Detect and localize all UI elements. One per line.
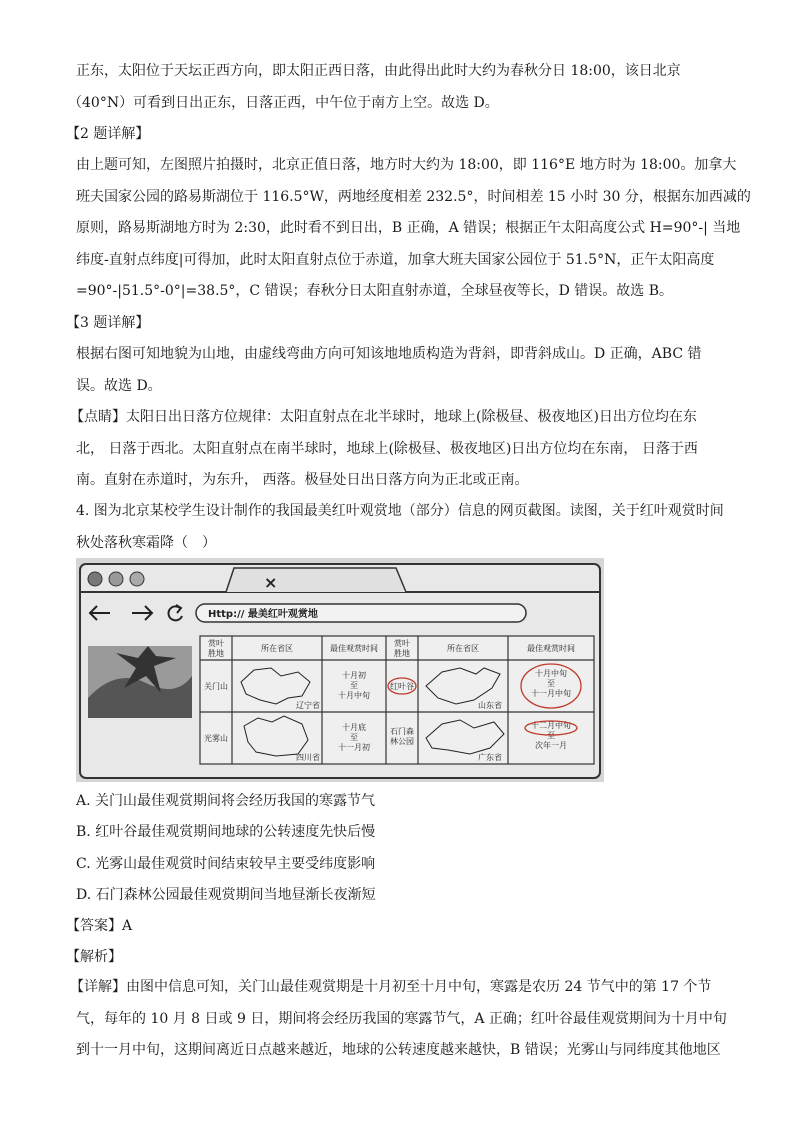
text-line: 到十一月中旬，这期间离近日点越来越近，地球的公转速度越来越快，B 错误；光雾山与同纬度其他地区 [76, 1042, 721, 1058]
text-line: 北， 日落于西北。太阳直射点在南半球时，地球上(除极昼、极夜地区)日出方位均在东南， 日落于西 [76, 440, 698, 457]
window-dot-icon [88, 572, 102, 586]
table-cell: 十一月初 [338, 743, 370, 752]
close-icon: × [264, 573, 278, 592]
paragraph-tip [70, 402, 724, 497]
table-cell: 红叶谷 [390, 682, 414, 691]
header-cell: 最佳观赏时间 [527, 644, 575, 653]
window-dot-icon [130, 572, 144, 586]
header-cell: 赏叶 [394, 639, 410, 648]
text-line: 原则，路易斯湖地方时为 2:30，此时看不到日出，B 正确，A 错误；根据正午太阳高度公式 H=90°-| 当地 [76, 220, 741, 236]
option-c: C. 光雾山最佳观赏时间结束较早主要受纬度影响 [76, 856, 376, 872]
analysis-label: 【解析】 [66, 949, 122, 965]
table-cell: 次年一月 [535, 741, 567, 750]
table-cell: 十月中旬 [535, 669, 567, 678]
option-d: D. 石门森林公园最佳观赏期间当地昼渐长夜渐短 [76, 887, 376, 903]
table-cell: 关门山 [204, 682, 228, 691]
paragraph-2 [76, 150, 751, 308]
question-4 [76, 496, 724, 559]
table-cell: 辽宁省 [296, 701, 320, 710]
table-cell: 十一月中旬 [531, 689, 571, 698]
table-cell: 至 [350, 681, 358, 690]
table-cell: 四川省 [296, 753, 320, 762]
table-cell: 石门森 [390, 727, 414, 736]
table-cell: 至 [547, 679, 555, 688]
table-cell: 至 [547, 731, 555, 740]
heading-text: 【2 题详解】 [66, 126, 150, 142]
header-cell: 最佳观赏时间 [330, 644, 378, 653]
table-cell: 十月中旬 [338, 691, 370, 700]
text-line: 纬度-直射点纬度|可得加，此时太阳直射点位于赤道，加拿大班夫国家公园位于 51.5°N，正午太阳高度 [76, 251, 715, 268]
text-line: 正东，太阳位于天坛正西方向，即太阳正西日落，由此得出此时大约为春秋分日 18:00，该日北京 [76, 63, 681, 79]
detail-paragraph [70, 972, 727, 1067]
text-line: 南。直射在赤道时，为东升， 西落。极昼处日出日落方向为正北或正南。 [76, 472, 529, 488]
text-line: =90°-|51.5°-0°|=38.5°，C 错误；春秋分日太阳直射赤道，全球昼夜等长，D 错误。故选 B。 [76, 283, 673, 299]
answer-label: 【答案】A [66, 918, 133, 934]
text-line: 根据右图可知地貌为山地，由虚线弯曲方向可知该地地质构造为背斜，即背斜成山。D 正确，ABC 错 [76, 346, 702, 362]
text-line: 误。故选 D。 [76, 377, 162, 394]
heading-q2 [66, 119, 714, 151]
table-cell: 十月初 [342, 671, 366, 680]
heading-text: 【3 题详解】 [66, 315, 150, 331]
table-cell: 十二月中旬 [531, 721, 571, 730]
header-cell: 赏叶 [208, 639, 224, 648]
table-cell: 林公园 [390, 737, 414, 746]
table-cell: 光雾山 [204, 734, 228, 743]
option-a: A. 关门山最佳观赏期间将会经历我国的寒露节气 [76, 793, 376, 809]
header-cell: 所在省区 [261, 644, 293, 653]
header-cell: 胜地 [208, 649, 224, 658]
table-cell: 广东省 [478, 753, 502, 762]
text-line: 由上题可知，左图照片拍摄时，北京正值日落，地方时大约为 18:00，即 116°E 地方时为 18:00。加拿大 [76, 157, 737, 173]
header-cell: 胜地 [394, 649, 410, 658]
option-b: B. 红叶谷最佳观赏期间地球的公转速度先快后慢 [76, 824, 376, 840]
text-line: 4. 图为北京某校学生设计制作的我国最美红叶观赏地（部分）信息的网页截图。读图，关于红叶观赏时间 [76, 503, 724, 519]
header-cell: 所在省区 [447, 644, 479, 653]
text-line: 班夫国家公园的路易斯湖位于 116.5°W，两地经度相差 232.5°，时间相差 15 小时 30 分，根据东加西减的 [76, 188, 751, 205]
text-line: （40°N）可看到日出正东，日落正西，中午位于南方上空。故选 D。 [68, 94, 499, 111]
text-line: 气，每年的 10 月 8 日或 9 日，期间将会经历我国的寒露节气，A 正确；红叶谷最佳观赏期间为十月中旬 [76, 1010, 727, 1027]
paragraph-1 [68, 56, 724, 119]
text-line: 秋处落秋寒霜降（ ） [76, 534, 216, 551]
text-line: 【点睛】太阳日出日落方位规律：太阳直射点在北半球时，地球上(除极昼、极夜地区)日出方位均在东 [70, 409, 697, 425]
table-cell: 山东省 [478, 701, 502, 710]
browser-figure [76, 558, 604, 782]
table-cell: 至 [350, 733, 358, 742]
heading-q3 [66, 308, 714, 340]
url-text: Http:// 最美红叶观赏地 [208, 609, 318, 620]
text-line: 【详解】由图中信息可知，关门山最佳观赏期是十月初至十月中旬，寒露是农历 24 节气中的第 17 个节 [70, 979, 712, 995]
table-cell: 十月底 [342, 723, 366, 732]
paragraph-3 [76, 339, 724, 402]
window-dot-icon [109, 572, 123, 586]
